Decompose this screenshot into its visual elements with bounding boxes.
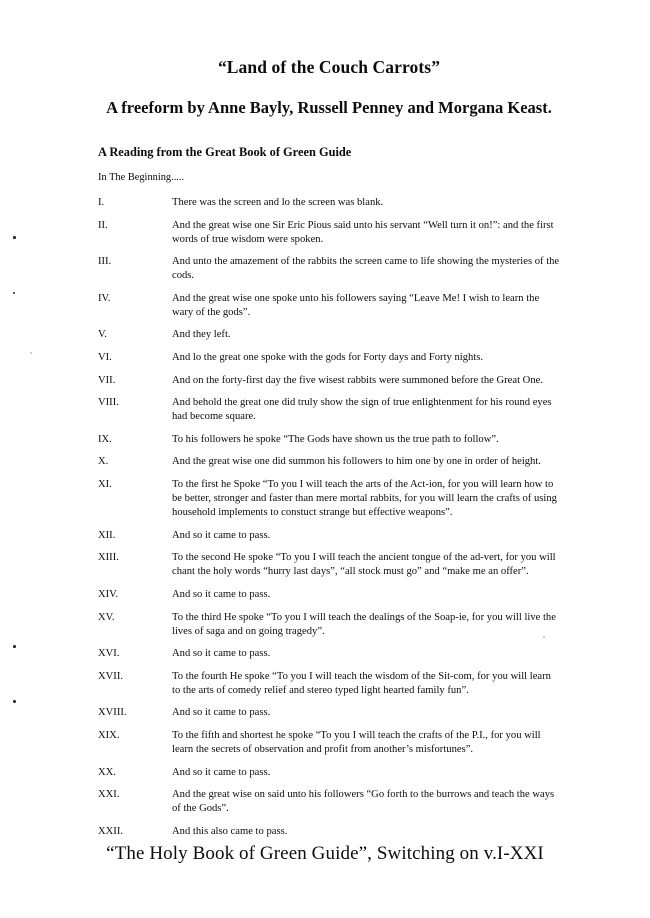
verse-numeral: XXII. — [98, 825, 124, 837]
list-item — [98, 588, 560, 602]
intro-line: In The Beginning..... — [98, 172, 185, 184]
list-item — [98, 219, 560, 247]
verse-numeral: XIII. — [98, 552, 119, 564]
verse-text: And the great wise one spoke unto his followers saying “Leave Me! I wish to learn the wary of the gods”. — [172, 292, 540, 318]
verse-text: There was the screen and lo the screen was blank. — [172, 196, 384, 208]
verse-numeral: XXI. — [98, 789, 120, 801]
verse-numeral: IX. — [98, 433, 112, 445]
verse-text: And on the forty-first day the five wisest rabbits were summoned before the Great One. — [172, 374, 543, 386]
list-item — [98, 433, 560, 447]
verse-text: And unto the amazement of the rabbits the screen came to life showing the mysteries of the cods. — [172, 256, 560, 282]
verse-text: And so it came to pass. — [172, 589, 271, 600]
list-item — [98, 328, 560, 342]
verse-list — [98, 185, 560, 839]
verse-numeral: VII. — [98, 374, 116, 386]
section-heading: A Reading from the Great Book of Green Guide — [98, 145, 352, 160]
verse-numeral: XIX. — [98, 730, 120, 742]
verse-numeral: IV. — [98, 292, 111, 304]
verse-text: And this also came to pass. — [172, 825, 288, 837]
document-body — [98, 0, 560, 848]
verse-text: And behold the great one did truly show the sign of true enlightenment for his round eyes had become square. — [172, 397, 552, 423]
list-item — [98, 551, 560, 579]
scan-speckle — [30, 352, 32, 354]
verse-numeral: V. — [98, 329, 107, 341]
list-item — [98, 706, 560, 720]
verse-numeral: XVI. — [98, 648, 120, 660]
verse-text: To the third He spoke “To you I will teach the dealings of the Soap-ie, for you will live the lives of saga and on going tragedy”. — [172, 611, 556, 637]
verse-numeral: VI. — [98, 352, 112, 364]
verse-numeral: XVIII. — [98, 707, 127, 719]
list-item — [98, 396, 560, 424]
verse-text: And the great wise one Sir Eric Pious said unto his servant “Well turn it on!”: and the first words of true wisdom were spoken. — [172, 219, 554, 245]
verse-text: To the fifth and shortest he spoke “To you I will teach the crafts of the P.I., for you will learn the secrets of observation and profit from another’s misfortunes”. — [172, 730, 541, 756]
list-item — [98, 455, 560, 469]
list-item — [98, 529, 560, 543]
verse-numeral: XI. — [98, 479, 112, 491]
verse-numeral: III. — [98, 256, 112, 268]
verse-numeral: X. — [98, 456, 109, 468]
list-item — [98, 670, 560, 698]
verse-text: And so it came to pass. — [172, 529, 271, 541]
scan-speckle — [13, 645, 16, 648]
list-item — [98, 647, 560, 661]
list-item — [98, 196, 560, 210]
document-footer: “The Holy Book of Green Guide”, Switching on v.I-XXI — [106, 843, 544, 864]
verse-numeral: VIII. — [98, 397, 119, 409]
verse-text: To the second He spoke “To you I will teach the ancient tongue of the ad-vert, for you will chant the holy words “hurry last days”, “all stock must go” and “make me an offer”. — [172, 552, 556, 578]
list-item — [98, 611, 560, 639]
verse-numeral: I. — [98, 196, 105, 208]
list-item — [98, 255, 560, 283]
verse-text: And so it came to pass. — [172, 766, 271, 778]
verse-text: To the fourth He spoke “To you I will teach the wisdom of the Sit-com, for you will learn to the arts of comedy relief and stereo typed light hearted family fun”. — [172, 670, 551, 696]
verse-numeral: XII. — [98, 529, 116, 541]
verse-text: And so it came to pass. — [172, 648, 271, 660]
verse-numeral: XIV. — [98, 589, 119, 600]
list-item — [98, 478, 560, 520]
verse-numeral: XVII. — [98, 670, 124, 682]
verse-text: To the first he Spoke “To you I will teach the arts of the Act-ion, for you will learn how to be better, stronger and faster than mere mortal rabbits, for you will learn the crafts of using household implements to constuct strange but effective weapons”. — [172, 479, 557, 519]
verse-numeral: XX. — [98, 766, 116, 778]
page-title: “Land of the Couch Carrots” — [217, 57, 441, 77]
list-item — [98, 788, 560, 816]
scan-speckle — [13, 292, 15, 294]
verse-text: To his followers he spoke “The Gods have shown us the true path to follow”. — [172, 433, 499, 445]
verse-numeral: II. — [98, 219, 108, 231]
scan-speckle — [13, 236, 16, 239]
verse-text: And so it came to pass. — [172, 707, 271, 719]
verse-numeral: XV. — [98, 611, 115, 623]
verse-text: And the great wise on said unto his followers “Go forth to the burrows and teach the ways of the Gods”. — [172, 789, 555, 815]
verse-text: And they left. — [172, 329, 231, 341]
verse-text: And lo the great one spoke with the gods for Forty days and Forty nights. — [172, 352, 484, 364]
list-item — [98, 729, 560, 757]
list-item — [98, 351, 560, 365]
list-item — [98, 374, 560, 388]
list-item — [98, 766, 560, 780]
scan-speckle — [13, 700, 16, 703]
page-subtitle: A freeform by Anne Bayly, Russell Penney and Morgana Keast. — [106, 97, 552, 117]
verse-text: And the great wise one did summon his followers to him one by one in order of height. — [172, 456, 541, 468]
list-item — [98, 292, 560, 320]
